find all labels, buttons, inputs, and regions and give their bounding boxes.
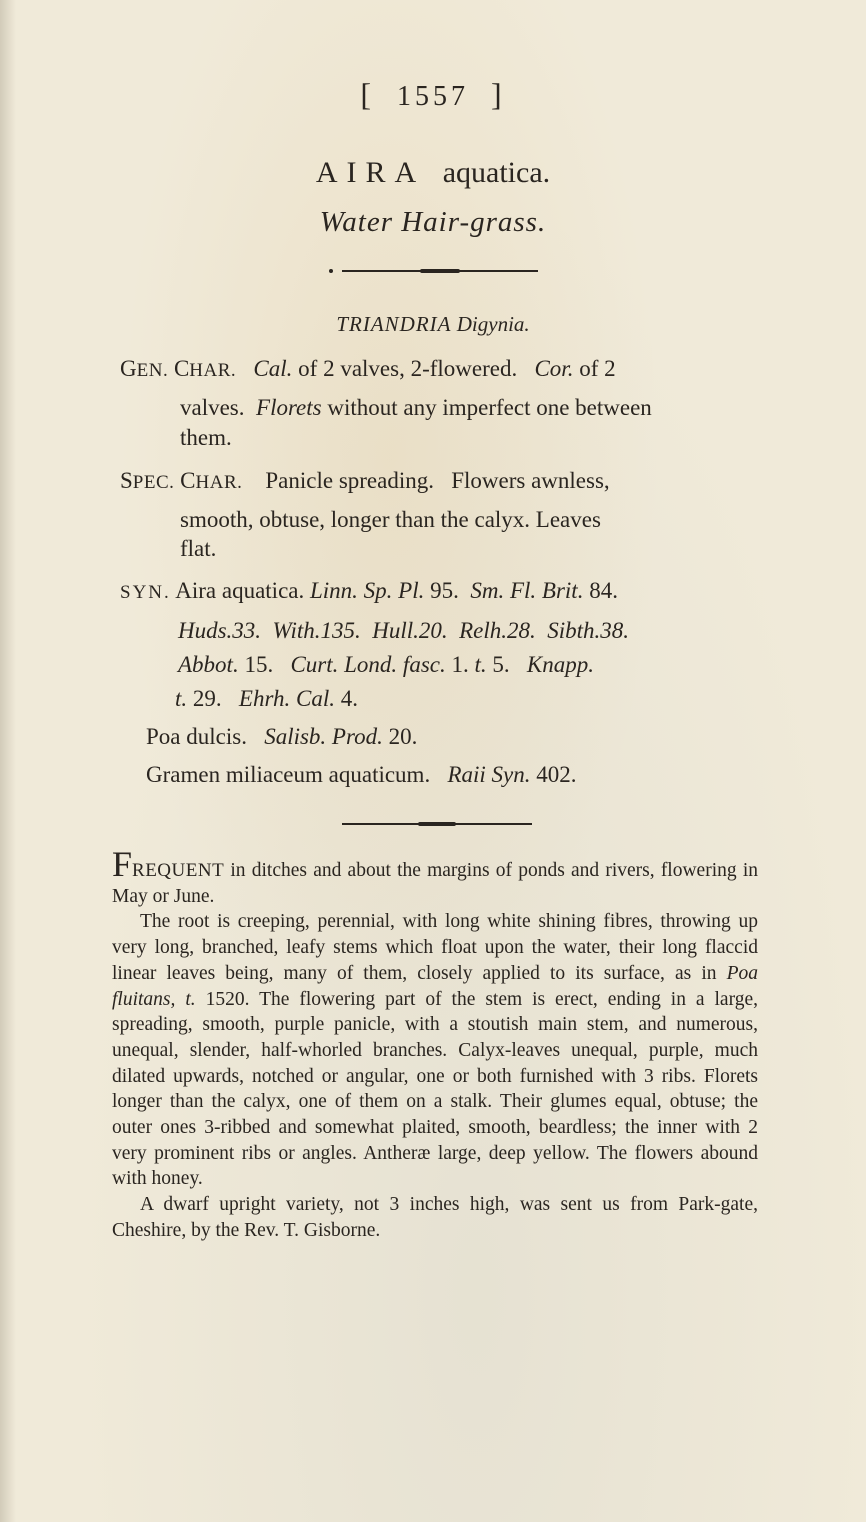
linnaean-classification [0, 312, 866, 337]
synonym-gramen: Gramen miliaceum aquaticum. Raii Syn. 402. [146, 762, 577, 787]
synonym-line-4: t. 29. Ehrh. Cal. 4. [175, 686, 358, 711]
spec-char-line-3: flat. [180, 536, 217, 561]
gen-char-line-3: them. [180, 425, 232, 450]
common-name: Water Hair-grass. [319, 206, 547, 238]
synonym-label: SYN. [120, 582, 171, 603]
gen-char-line-1: GEN. CHAR. Cal. of 2 valves, 2-flowered. Cor. of 2 [120, 356, 616, 381]
class-name: TRIANDRIA [336, 312, 452, 336]
divider-rule-top [342, 270, 538, 272]
description-text [112, 844, 759, 1244]
synonym-line-3: Abbot. 15. Curt. Lond. fasc. 1. t. 5. Knapp. [178, 652, 594, 677]
description-paragraph-1: FREQUENT in ditches and about the margins of ponds and rivers, flowering in May or June. [112, 844, 758, 907]
page-number: [ 1557 ] [360, 76, 506, 112]
description-paragraph-2: The root is creeping, perennial, with long white shining fibres, throwing up very long, branched, leafy stems which float upon the water, their long flaccid linear leaves being, many of them, closely applied to its surface, as in Poa fluitans, t. 1520. The flowering part of the stem is erect, ending in a large, spreading, smooth, purple panicle, with a stoutish main stem, and numerous, unequal, slender, half-whorled branches. Calyx-leaves unequal, purple, much dilated upwards, notched or angular, one or both furnished with 3 ribs. Florets longer than the calyx, one of them on a stalk. Their glumes equal, obtuse; the outer ones 3-ribbed and somewhat plaited, smooth, beardless; the inner with 2 very prominent ribs or angles. Antheræ large, deep yellow. The flowers abound with honey. [112, 911, 759, 1190]
synonym-line-1: SYN. Aira aquatica. Linn. Sp. Pl. 95. Sm. Fl. Brit. 84. [120, 578, 618, 603]
spec-char-label: SPEC. CHAR. [120, 468, 243, 493]
synonym-line-2: Huds.33. With.135. Hull.20. Relh.28. Sibth.38. [178, 618, 630, 643]
genus-name: AIRA [315, 156, 426, 189]
page-number-value: 1557 [397, 81, 469, 112]
gen-char-label: GEN. CHAR. [120, 356, 237, 381]
divider-rule-bottom [342, 823, 532, 825]
description-paragraph-3: A dwarf upright variety, not 3 inches high, was sent us from Park-gate, Cheshire, by the Rev. T. Gisborne. [112, 1194, 758, 1241]
order-name: Digynia. [456, 312, 530, 336]
ornament-dot [329, 269, 333, 273]
spec-char-line-2: smooth, obtuse, longer than the calyx. Leaves [180, 507, 601, 532]
synonym-poa-dulcis: Poa dulcis. Salisb. Prod. 20. [146, 724, 418, 749]
species-title [0, 156, 866, 190]
species-name: aquatica. [442, 156, 551, 189]
gen-char-line-2: valves. Florets without any imperfect one between [180, 395, 652, 420]
spec-char-line-1: SPEC. CHAR. Panicle spreading. Flowers awnless, [120, 468, 610, 493]
